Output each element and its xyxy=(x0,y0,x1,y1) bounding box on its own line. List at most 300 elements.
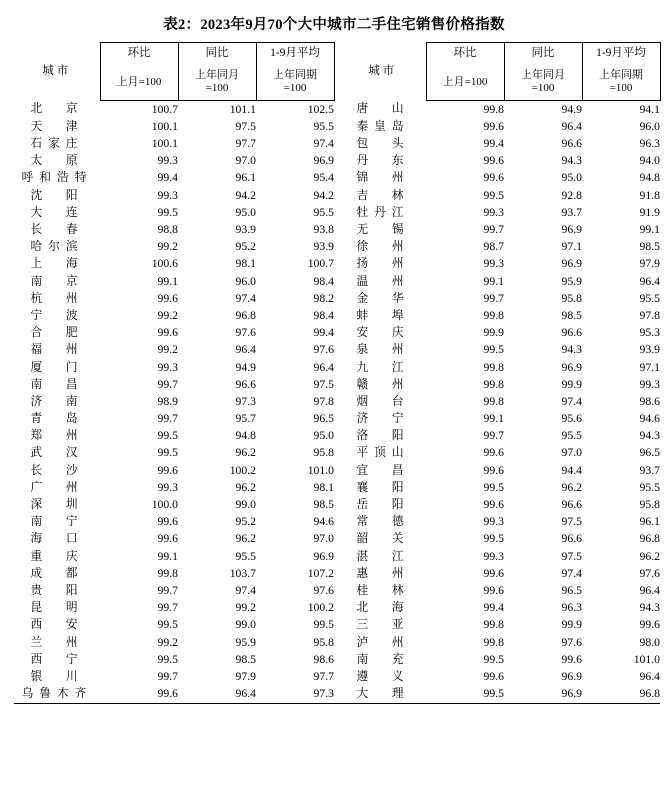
city-name-left: 贵 阳 xyxy=(30,583,84,597)
value-left-0: 99.2 xyxy=(157,308,178,322)
value-right-1: 97.5 xyxy=(561,549,582,563)
value-left-2: 97.8 xyxy=(313,394,334,408)
value-right-1: 92.8 xyxy=(561,188,582,202)
table-row xyxy=(14,239,660,256)
value-right-1: 95.6 xyxy=(561,412,582,426)
value-right-1: 99.9 xyxy=(561,618,582,632)
city-name-right: 桂 林 xyxy=(356,583,410,597)
price-index-table xyxy=(14,42,661,704)
value-right-2: 96.4 xyxy=(639,274,660,288)
city-name-right: 吉 林 xyxy=(356,188,410,202)
city-name-left: 青 岛 xyxy=(30,412,84,426)
value-right-0: 99.6 xyxy=(483,498,504,512)
city-name-right: 安 庆 xyxy=(356,326,410,340)
value-left-0: 100.7 xyxy=(151,102,178,116)
value-right-1: 98.5 xyxy=(561,308,582,322)
value-right-0: 99.3 xyxy=(483,515,504,529)
city-name-right: 济 宁 xyxy=(356,412,410,426)
value-right-0: 99.5 xyxy=(483,343,504,357)
value-right-2: 98.5 xyxy=(639,240,660,254)
value-right-2: 97.8 xyxy=(639,308,660,322)
value-left-1: 100.2 xyxy=(229,463,256,477)
city-name-right: 襄 阳 xyxy=(356,480,410,494)
value-left-1: 99.0 xyxy=(235,618,256,632)
value-left-0: 99.2 xyxy=(157,240,178,254)
city-name-left: 沈 阳 xyxy=(30,188,84,202)
value-right-0: 99.8 xyxy=(483,308,504,322)
city-name-left: 西 安 xyxy=(30,618,84,632)
city-name-right: 遵 义 xyxy=(356,669,410,683)
value-right-0: 99.5 xyxy=(483,188,504,202)
table-row xyxy=(14,462,660,479)
value-left-0: 99.3 xyxy=(157,154,178,168)
value-left-2: 97.0 xyxy=(313,532,334,546)
table-row xyxy=(14,445,660,462)
value-right-0: 99.1 xyxy=(483,412,504,426)
header-city-right: 城市 xyxy=(368,64,398,77)
value-right-2: 91.9 xyxy=(639,205,660,219)
table-container xyxy=(0,42,668,704)
value-right-0: 99.6 xyxy=(483,446,504,460)
value-left-0: 99.5 xyxy=(157,652,178,666)
table-body xyxy=(14,43,660,704)
value-left-0: 99.6 xyxy=(157,463,178,477)
header-sub-right-0: 上月=100 xyxy=(426,66,504,101)
city-name-right: 九 江 xyxy=(356,360,410,374)
value-left-2: 93.9 xyxy=(313,240,334,254)
value-right-1: 96.9 xyxy=(561,669,582,683)
value-left-1: 97.4 xyxy=(235,291,256,305)
value-right-1: 99.6 xyxy=(561,652,582,666)
value-left-0: 98.9 xyxy=(157,394,178,408)
table-row xyxy=(14,135,660,152)
header-group-right-2: 1-9月平均 xyxy=(582,43,660,67)
value-right-1: 99.9 xyxy=(561,377,582,391)
value-right-2: 96.2 xyxy=(639,549,660,563)
value-right-2: 93.7 xyxy=(639,463,660,477)
value-right-0: 99.7 xyxy=(483,291,504,305)
city-name-right: 惠 州 xyxy=(356,566,410,580)
header-city-left: 城市 xyxy=(42,64,72,77)
city-name-right: 包 头 xyxy=(356,137,410,151)
city-name-left: 长 春 xyxy=(30,223,84,237)
value-right-1: 96.9 xyxy=(561,257,582,271)
table-row xyxy=(14,428,660,445)
value-right-1: 96.6 xyxy=(561,137,582,151)
value-left-0: 99.6 xyxy=(157,326,178,340)
city-name-right: 泉 州 xyxy=(356,343,410,357)
value-left-1: 97.0 xyxy=(235,154,256,168)
value-left-2: 99.5 xyxy=(313,618,334,632)
table-row xyxy=(14,204,660,221)
value-left-1: 103.7 xyxy=(229,566,256,580)
city-name-left: 厦 门 xyxy=(30,360,84,374)
value-right-0: 99.8 xyxy=(483,394,504,408)
value-right-2: 95.3 xyxy=(639,326,660,340)
value-right-2: 94.1 xyxy=(639,102,660,116)
value-left-1: 95.0 xyxy=(235,205,256,219)
header-sub-left-0: 上月=100 xyxy=(100,66,178,101)
value-right-2: 94.6 xyxy=(639,412,660,426)
value-right-1: 95.8 xyxy=(561,291,582,305)
value-left-2: 97.7 xyxy=(313,669,334,683)
value-right-0: 99.3 xyxy=(483,205,504,219)
city-name-left: 济 南 xyxy=(30,394,84,408)
city-name-left: 杭 州 xyxy=(30,291,84,305)
value-left-1: 96.4 xyxy=(178,685,256,703)
value-left-2: 97.5 xyxy=(313,377,334,391)
table-row xyxy=(14,531,660,548)
value-right-0: 99.8 xyxy=(483,360,504,374)
city-name-left: 海 口 xyxy=(30,532,84,546)
value-right-1: 96.9 xyxy=(561,360,582,374)
value-right-2: 94.3 xyxy=(639,429,660,443)
value-right-2: 95.5 xyxy=(639,480,660,494)
city-name-right: 蚌 埠 xyxy=(356,308,410,322)
city-name-left: 深 圳 xyxy=(30,498,84,512)
value-left-2: 101.0 xyxy=(307,463,334,477)
value-right-0: 99.4 xyxy=(483,137,504,151)
city-name-left: 北 京 xyxy=(30,102,84,116)
table-row xyxy=(14,256,660,273)
value-left-2: 99.4 xyxy=(313,326,334,340)
table-row xyxy=(14,170,660,187)
value-left-0: 99.3 xyxy=(157,188,178,202)
value-left-0: 98.8 xyxy=(157,223,178,237)
table-row xyxy=(14,153,660,170)
value-right-0: 99.7 xyxy=(483,223,504,237)
value-right-1: 95.5 xyxy=(561,429,582,443)
value-right-1: 96.6 xyxy=(561,326,582,340)
value-left-2: 95.8 xyxy=(313,635,334,649)
value-right-1: 96.6 xyxy=(561,532,582,546)
value-right-2: 98.6 xyxy=(639,394,660,408)
value-left-1: 96.2 xyxy=(235,446,256,460)
value-left-1: 97.9 xyxy=(235,669,256,683)
city-name-left: 郑 州 xyxy=(30,429,84,443)
value-left-0: 100.1 xyxy=(151,119,178,133)
table-row xyxy=(14,118,660,135)
city-name-right: 锦 州 xyxy=(356,171,410,185)
value-left-0: 99.2 xyxy=(157,635,178,649)
value-left-2: 102.5 xyxy=(307,102,334,116)
table-row xyxy=(14,221,660,238)
header-group-left-2: 1-9月平均 xyxy=(256,43,334,67)
value-right-1: 96.5 xyxy=(561,583,582,597)
city-name-left: 长 沙 xyxy=(30,463,84,477)
value-left-1: 94.8 xyxy=(235,429,256,443)
value-right-0: 98.7 xyxy=(483,240,504,254)
value-right-2: 91.8 xyxy=(639,188,660,202)
value-right-0: 99.6 xyxy=(483,171,504,185)
city-name-right: 唐 山 xyxy=(356,102,410,116)
value-right-1: 96.9 xyxy=(504,685,582,703)
header-group-left-1: 同比 xyxy=(178,43,256,67)
city-name-right: 徐 州 xyxy=(356,240,410,254)
value-left-1: 95.7 xyxy=(235,412,256,426)
value-left-1: 98.5 xyxy=(235,652,256,666)
city-name-left: 广 州 xyxy=(30,480,84,494)
city-name-right: 无 锡 xyxy=(356,223,410,237)
value-left-1: 95.2 xyxy=(235,240,256,254)
table-row xyxy=(14,565,660,582)
value-left-0: 99.7 xyxy=(157,583,178,597)
value-left-1: 99.0 xyxy=(235,498,256,512)
city-name-left: 南 昌 xyxy=(30,377,84,391)
city-name-right: 丹 东 xyxy=(356,154,410,168)
city-name-right: 洛 阳 xyxy=(356,429,410,443)
value-right-1: 97.4 xyxy=(561,566,582,580)
value-left-0: 99.5 xyxy=(157,205,178,219)
value-left-2: 97.6 xyxy=(313,343,334,357)
value-right-2: 96.5 xyxy=(639,446,660,460)
city-name-right: 牡丹江 xyxy=(356,205,410,219)
value-right-1: 97.1 xyxy=(561,240,582,254)
value-right-0: 99.6 xyxy=(483,669,504,683)
value-left-2: 96.9 xyxy=(313,154,334,168)
value-left-0: 99.6 xyxy=(157,515,178,529)
value-left-2: 95.5 xyxy=(313,205,334,219)
value-right-2: 96.8 xyxy=(639,532,660,546)
city-name-left: 成 都 xyxy=(30,566,84,580)
city-name-right: 宜 昌 xyxy=(356,463,410,477)
value-left-0: 99.7 xyxy=(157,377,178,391)
value-left-1: 96.8 xyxy=(235,308,256,322)
value-left-0: 99.6 xyxy=(100,685,178,703)
city-name-left: 合 肥 xyxy=(30,326,84,340)
city-name-left: 昆 明 xyxy=(30,601,84,615)
city-name-right: 湛 江 xyxy=(356,549,410,563)
value-left-2: 96.4 xyxy=(313,360,334,374)
table-row xyxy=(14,393,660,410)
value-right-2: 101.0 xyxy=(633,652,660,666)
table-row xyxy=(14,668,660,685)
value-right-1: 96.3 xyxy=(561,601,582,615)
value-left-2: 95.8 xyxy=(313,446,334,460)
value-right-2: 96.3 xyxy=(639,137,660,151)
value-right-2: 94.0 xyxy=(639,154,660,168)
value-left-2: 94.2 xyxy=(313,188,334,202)
table-row xyxy=(14,634,660,651)
table-row xyxy=(14,273,660,290)
value-right-2: 96.4 xyxy=(639,669,660,683)
value-right-0: 99.4 xyxy=(483,601,504,615)
table-row xyxy=(14,514,660,531)
table-row xyxy=(14,410,660,427)
value-left-1: 97.7 xyxy=(235,137,256,151)
value-right-0: 99.8 xyxy=(483,377,504,391)
value-left-2: 98.1 xyxy=(313,480,334,494)
value-left-2: 97.3 xyxy=(256,685,334,703)
value-left-1: 97.5 xyxy=(235,119,256,133)
header-group-right-1: 同比 xyxy=(504,43,582,67)
value-left-2: 107.2 xyxy=(307,566,334,580)
value-left-1: 98.1 xyxy=(235,257,256,271)
value-left-2: 93.8 xyxy=(313,223,334,237)
value-right-1: 96.9 xyxy=(561,223,582,237)
city-name-right: 秦皇岛 xyxy=(356,119,410,133)
value-right-0: 99.5 xyxy=(483,652,504,666)
city-name-left: 南 宁 xyxy=(30,515,84,529)
header-sub-left-1: 上年同月 =100 xyxy=(178,66,256,101)
value-left-2: 95.4 xyxy=(313,171,334,185)
value-left-1: 96.1 xyxy=(235,171,256,185)
header-group-left-0: 环比 xyxy=(100,43,178,67)
value-left-1: 94.9 xyxy=(235,360,256,374)
city-name-right: 三 亚 xyxy=(356,618,410,632)
value-left-2: 98.4 xyxy=(313,274,334,288)
value-left-0: 99.4 xyxy=(157,171,178,185)
value-right-0: 99.3 xyxy=(483,549,504,563)
value-left-0: 99.7 xyxy=(157,669,178,683)
table-header-row-groups xyxy=(14,43,660,67)
city-name-left: 上 海 xyxy=(30,257,84,271)
value-right-1: 94.3 xyxy=(561,343,582,357)
table-row xyxy=(14,582,660,599)
value-right-2: 96.0 xyxy=(639,119,660,133)
table-row xyxy=(14,359,660,376)
value-right-2: 96.1 xyxy=(639,515,660,529)
value-left-0: 99.5 xyxy=(157,618,178,632)
value-right-2: 99.6 xyxy=(639,618,660,632)
value-right-2: 97.6 xyxy=(639,566,660,580)
value-left-1: 96.2 xyxy=(235,532,256,546)
value-right-1: 97.5 xyxy=(561,515,582,529)
city-name-right: 南 充 xyxy=(356,652,410,666)
value-right-2: 95.5 xyxy=(639,291,660,305)
city-name-left: 西 宁 xyxy=(30,652,84,666)
value-left-1: 95.9 xyxy=(235,635,256,649)
value-left-0: 99.7 xyxy=(157,601,178,615)
table-row xyxy=(14,548,660,565)
value-right-0: 99.5 xyxy=(483,532,504,546)
value-left-1: 94.2 xyxy=(235,188,256,202)
city-name-left: 天 津 xyxy=(30,119,84,133)
city-name-right: 泸 州 xyxy=(356,635,410,649)
value-right-0: 99.1 xyxy=(483,274,504,288)
value-right-2: 97.9 xyxy=(639,257,660,271)
value-right-1: 97.6 xyxy=(561,635,582,649)
value-left-2: 96.9 xyxy=(313,549,334,563)
value-left-0: 99.5 xyxy=(157,446,178,460)
header-sub-right-1: 上年同月 =100 xyxy=(504,66,582,101)
value-left-2: 96.5 xyxy=(313,412,334,426)
city-name-left: 兰 州 xyxy=(30,635,84,649)
city-name-right: 金 华 xyxy=(356,291,410,305)
table-row xyxy=(14,376,660,393)
value-left-0: 99.1 xyxy=(157,274,178,288)
table-row xyxy=(14,685,660,703)
value-left-1: 93.9 xyxy=(235,223,256,237)
value-right-1: 94.9 xyxy=(561,102,582,116)
value-right-2: 97.1 xyxy=(639,360,660,374)
value-right-0: 99.5 xyxy=(426,685,504,703)
value-left-0: 99.8 xyxy=(157,566,178,580)
value-left-2: 98.5 xyxy=(313,498,334,512)
value-right-1: 96.2 xyxy=(561,480,582,494)
value-right-0: 99.6 xyxy=(483,463,504,477)
value-left-0: 100.6 xyxy=(151,257,178,271)
table-row xyxy=(14,651,660,668)
city-name-right: 赣 州 xyxy=(356,377,410,391)
header-sub-left-2: 上年同期 =100 xyxy=(256,66,334,101)
value-right-2: 96.8 xyxy=(582,685,660,703)
value-left-0: 99.1 xyxy=(157,549,178,563)
value-left-2: 94.6 xyxy=(313,515,334,529)
value-left-1: 95.2 xyxy=(235,515,256,529)
value-right-0: 99.3 xyxy=(483,257,504,271)
city-name-right: 平顶山 xyxy=(356,446,410,460)
value-left-0: 100.0 xyxy=(151,498,178,512)
value-left-0: 99.6 xyxy=(157,291,178,305)
value-right-0: 99.8 xyxy=(483,618,504,632)
city-name-left: 哈尔滨 xyxy=(30,240,84,254)
page-title: 表2：2023年9月70个大中城市二手住宅销售价格指数 xyxy=(163,17,505,33)
value-left-1: 97.3 xyxy=(235,394,256,408)
value-left-1: 96.2 xyxy=(235,480,256,494)
value-left-2: 98.2 xyxy=(313,291,334,305)
value-right-1: 96.4 xyxy=(561,119,582,133)
table-row xyxy=(14,479,660,496)
value-right-1: 96.6 xyxy=(561,498,582,512)
city-name-left: 重 庆 xyxy=(30,549,84,563)
value-right-0: 99.7 xyxy=(483,429,504,443)
value-right-1: 94.3 xyxy=(561,154,582,168)
city-name-right: 韶 关 xyxy=(356,532,410,546)
value-left-1: 97.6 xyxy=(235,326,256,340)
value-right-0: 99.6 xyxy=(483,119,504,133)
value-left-2: 98.6 xyxy=(313,652,334,666)
city-name-left: 大 连 xyxy=(30,205,84,219)
value-left-0: 99.7 xyxy=(157,412,178,426)
city-name-left: 呼和浩特 xyxy=(21,171,93,185)
value-right-0: 99.9 xyxy=(483,326,504,340)
table-row xyxy=(14,599,660,616)
value-left-0: 99.3 xyxy=(157,360,178,374)
value-right-1: 97.0 xyxy=(561,446,582,460)
value-left-2: 100.2 xyxy=(307,601,334,615)
city-name-left: 乌鲁木齐 xyxy=(14,685,100,703)
value-left-2: 98.4 xyxy=(313,308,334,322)
value-right-0: 99.8 xyxy=(483,635,504,649)
value-left-1: 101.1 xyxy=(229,102,256,116)
value-left-0: 100.1 xyxy=(151,137,178,151)
city-name-right: 岳 阳 xyxy=(356,498,410,512)
value-left-0: 99.3 xyxy=(157,480,178,494)
table-row xyxy=(14,496,660,513)
city-name-right: 北 海 xyxy=(356,601,410,615)
value-right-0: 99.6 xyxy=(483,566,504,580)
value-right-2: 96.4 xyxy=(639,583,660,597)
value-right-1: 94.4 xyxy=(561,463,582,477)
table-row xyxy=(14,290,660,307)
value-right-0: 99.8 xyxy=(483,102,504,116)
value-left-2: 100.7 xyxy=(307,257,334,271)
header-sub-right-2: 上年同期 =100 xyxy=(582,66,660,101)
value-right-2: 94.3 xyxy=(639,601,660,615)
value-left-2: 95.0 xyxy=(313,429,334,443)
value-right-2: 95.8 xyxy=(639,498,660,512)
value-left-0: 99.5 xyxy=(157,429,178,443)
value-right-1: 95.9 xyxy=(561,274,582,288)
value-right-1: 95.0 xyxy=(561,171,582,185)
value-left-1: 95.5 xyxy=(235,549,256,563)
value-left-1: 96.4 xyxy=(235,343,256,357)
city-name-left: 石家庄 xyxy=(30,137,84,151)
city-name-left: 太 原 xyxy=(30,154,84,168)
value-left-2: 97.4 xyxy=(313,137,334,151)
table-row xyxy=(14,617,660,634)
